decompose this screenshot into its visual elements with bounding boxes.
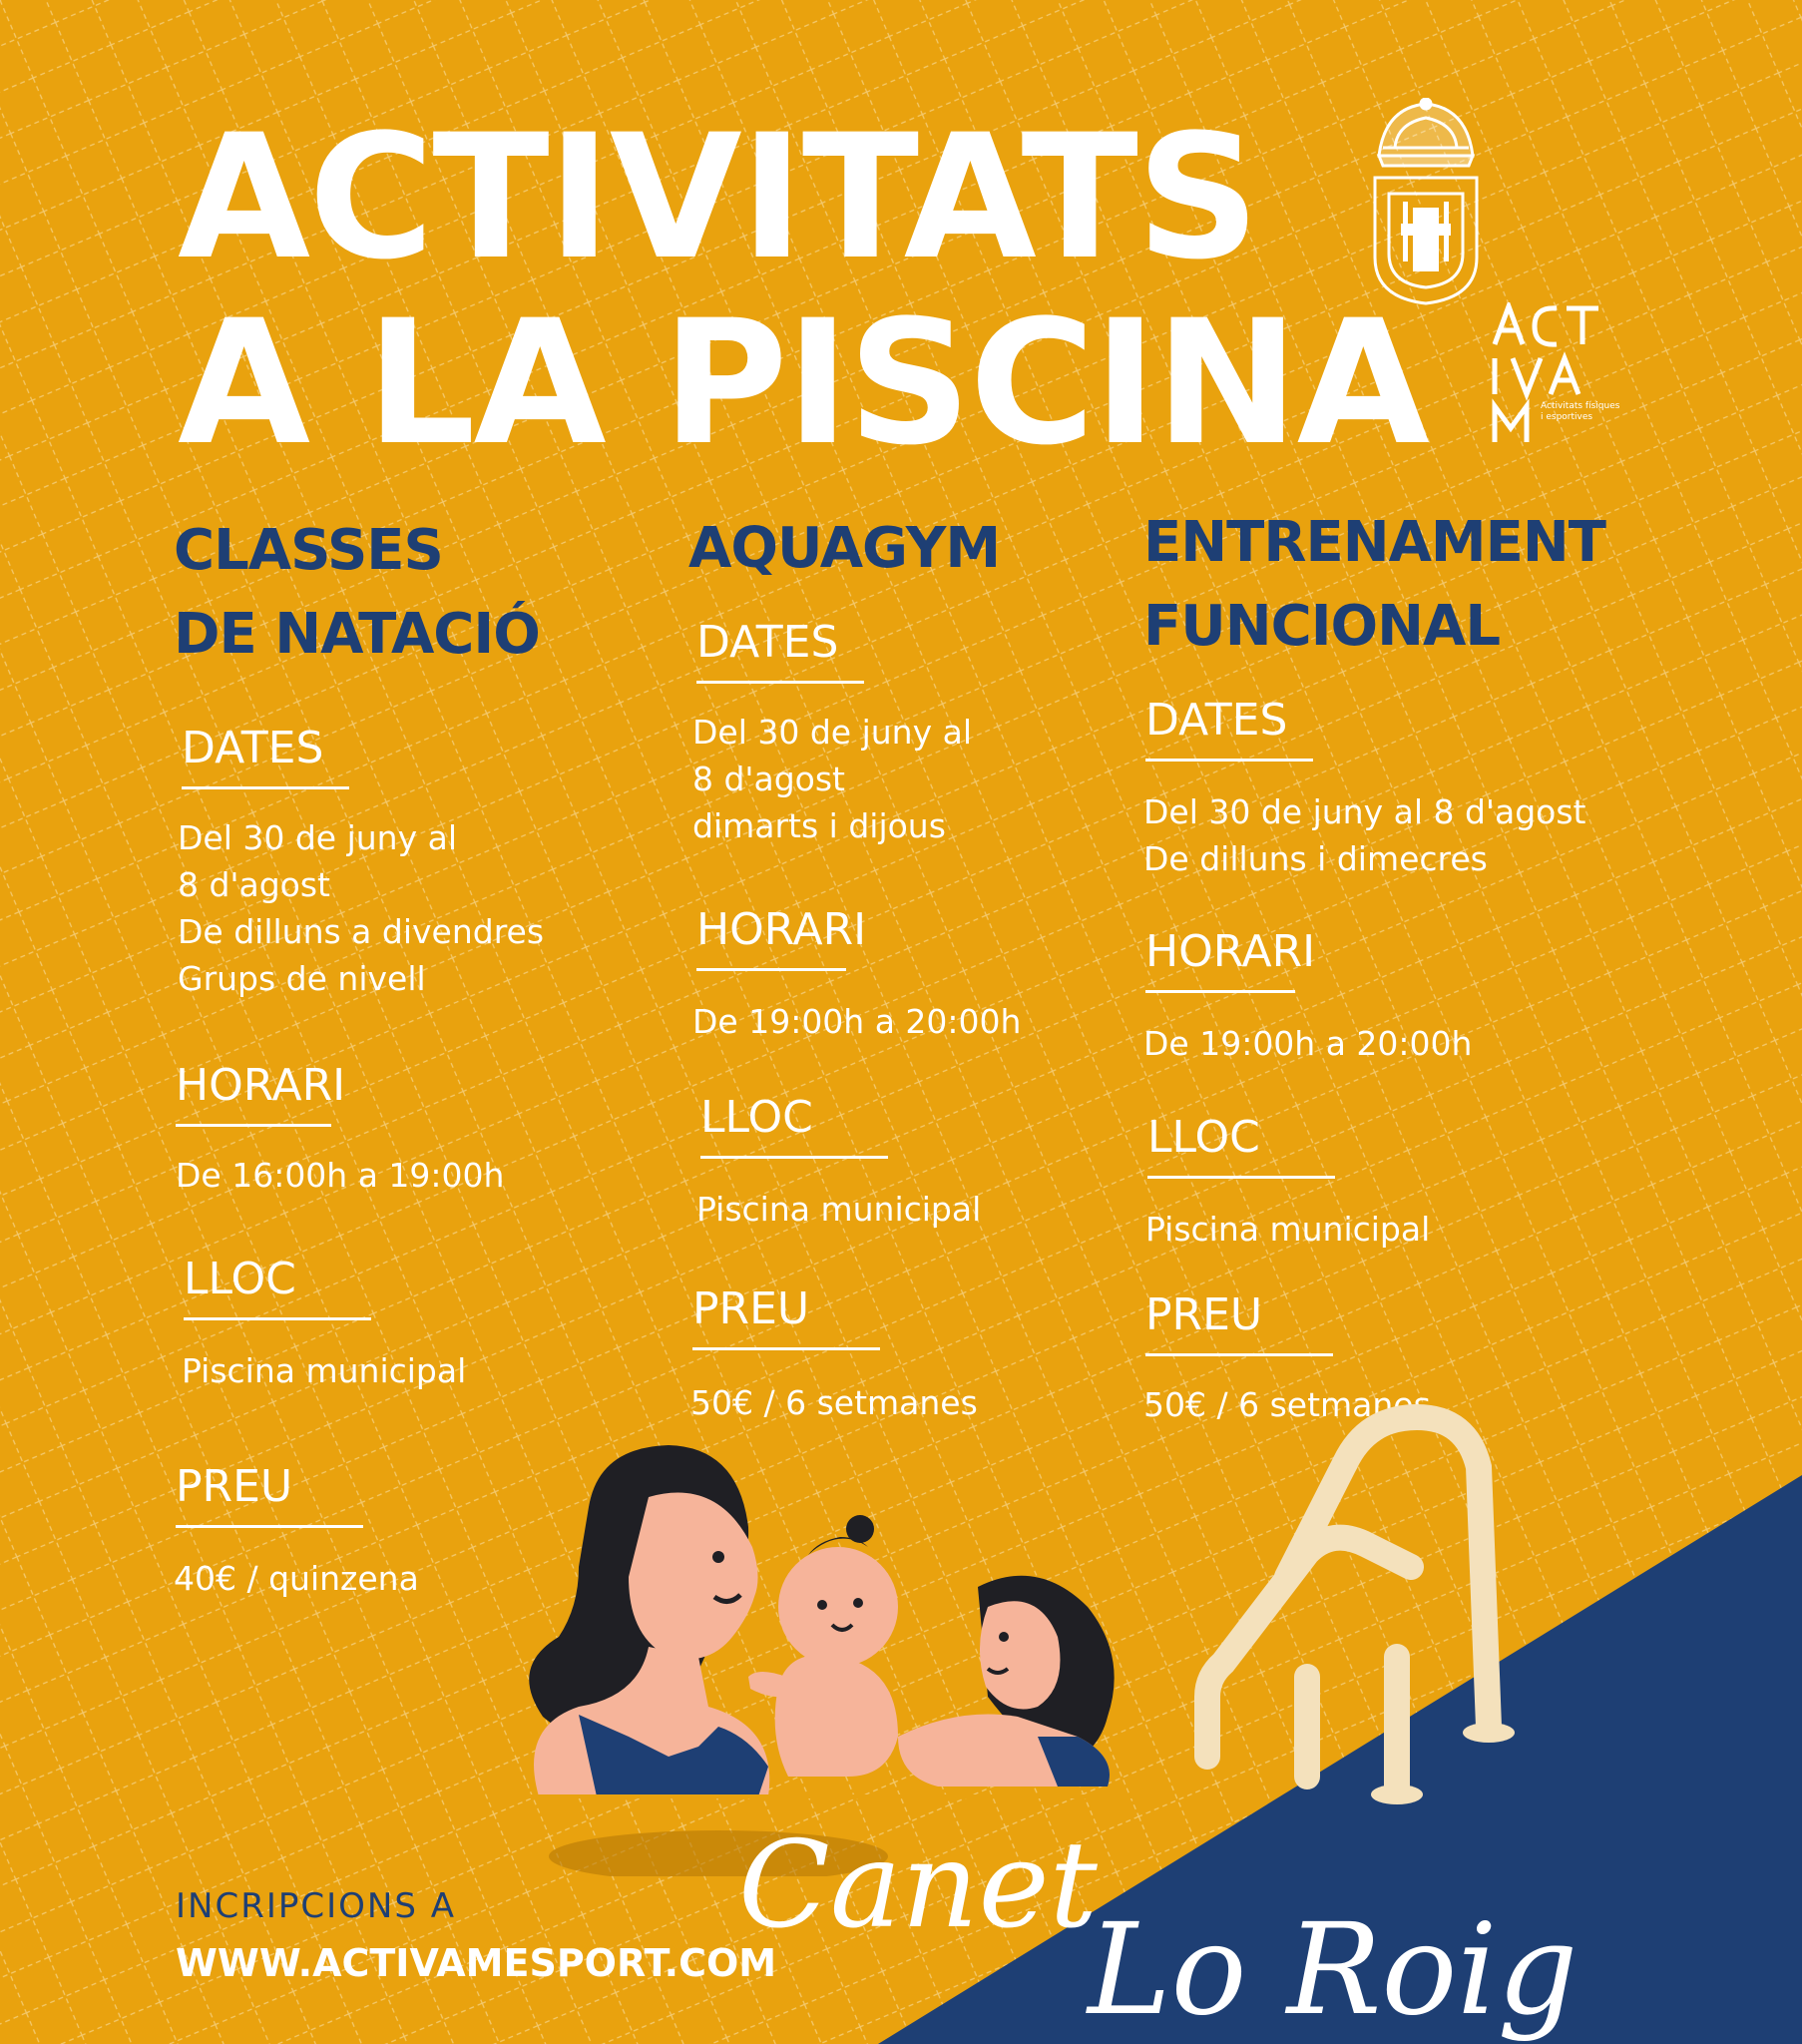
col1-dates-line4: Grups de nivell xyxy=(178,959,426,998)
col1-lloc-label: LLOC xyxy=(184,1258,371,1320)
col3-lloc-text: Piscina municipal xyxy=(1145,1210,1431,1249)
col3-dates-line1: Del 30 de juny al 8 d'agost xyxy=(1143,792,1586,831)
col1-dates-line3: De dilluns a divendres xyxy=(178,912,545,951)
title-line-2: A LA PISCINA xyxy=(178,282,1428,483)
col1-dates-line2: 8 d'agost xyxy=(178,865,330,904)
col2-dates-line3: dimarts i dijous xyxy=(692,806,946,845)
title-line-1: ACTIVITATS xyxy=(178,97,1258,297)
col1-preu-text: 40€ / quinzena xyxy=(174,1559,419,1598)
col3-horari-text: De 19:00h a 20:00h xyxy=(1143,1024,1473,1063)
signature-word-2: Lo Roig xyxy=(1088,1896,1578,2043)
pool-ladder-illustration xyxy=(1167,1377,1726,1846)
col1-title-line2: DE NATACIÓ xyxy=(174,602,540,667)
col2-dates-label: DATES xyxy=(696,621,864,684)
col2-title-line1: AQUAGYM xyxy=(688,516,1001,581)
col2-preu-label: PREU xyxy=(692,1287,880,1350)
col2-dates-line1: Del 30 de juny al xyxy=(692,713,973,752)
col1-horari-text: De 16:00h a 19:00h xyxy=(176,1156,505,1195)
col2-lloc-text: Piscina municipal xyxy=(696,1190,982,1229)
col1-lloc-text: Piscina municipal xyxy=(182,1351,467,1390)
col1-dates-line1: Del 30 de juny al xyxy=(178,818,458,857)
col3-dates-label: DATES xyxy=(1145,699,1313,762)
col3-dates-line2: De dilluns i dimecres xyxy=(1143,839,1488,878)
col3-title-line2: FUNCIONAL xyxy=(1143,594,1501,659)
col3-title-line1: ENTRENAMENT xyxy=(1143,510,1605,575)
col3-horari-label: HORARI xyxy=(1145,930,1295,993)
col3-preu-text: 50€ / 6 setmanes xyxy=(1143,1385,1431,1424)
col1-title-line1: CLASSES xyxy=(174,518,443,583)
col2-dates-line2: 8 d'agost xyxy=(692,760,845,798)
col2-lloc-label: LLOC xyxy=(700,1096,888,1159)
col2-preu-text: 50€ / 6 setmanes xyxy=(690,1383,978,1422)
swimming-family-illustration xyxy=(519,1437,1157,1876)
col2-horari-label: HORARI xyxy=(696,908,846,971)
col1-dates-label: DATES xyxy=(182,727,349,789)
col3-preu-label: PREU xyxy=(1145,1293,1333,1356)
inscriptions-label: INCRIPCIONS A xyxy=(176,1886,456,1926)
col1-preu-label: PREU xyxy=(176,1465,363,1528)
col1-horari-label: HORARI xyxy=(176,1064,331,1127)
col3-lloc-label: LLOC xyxy=(1147,1116,1335,1179)
activam-subtitle: Activitats físiques i esportives xyxy=(1541,401,1620,422)
signature-word-1: Canet xyxy=(738,1816,1098,1955)
col2-horari-text: De 19:00h a 20:00h xyxy=(692,1002,1022,1041)
website-link[interactable]: WWW.ACTIVAMESPORT.COM xyxy=(176,1941,777,1985)
